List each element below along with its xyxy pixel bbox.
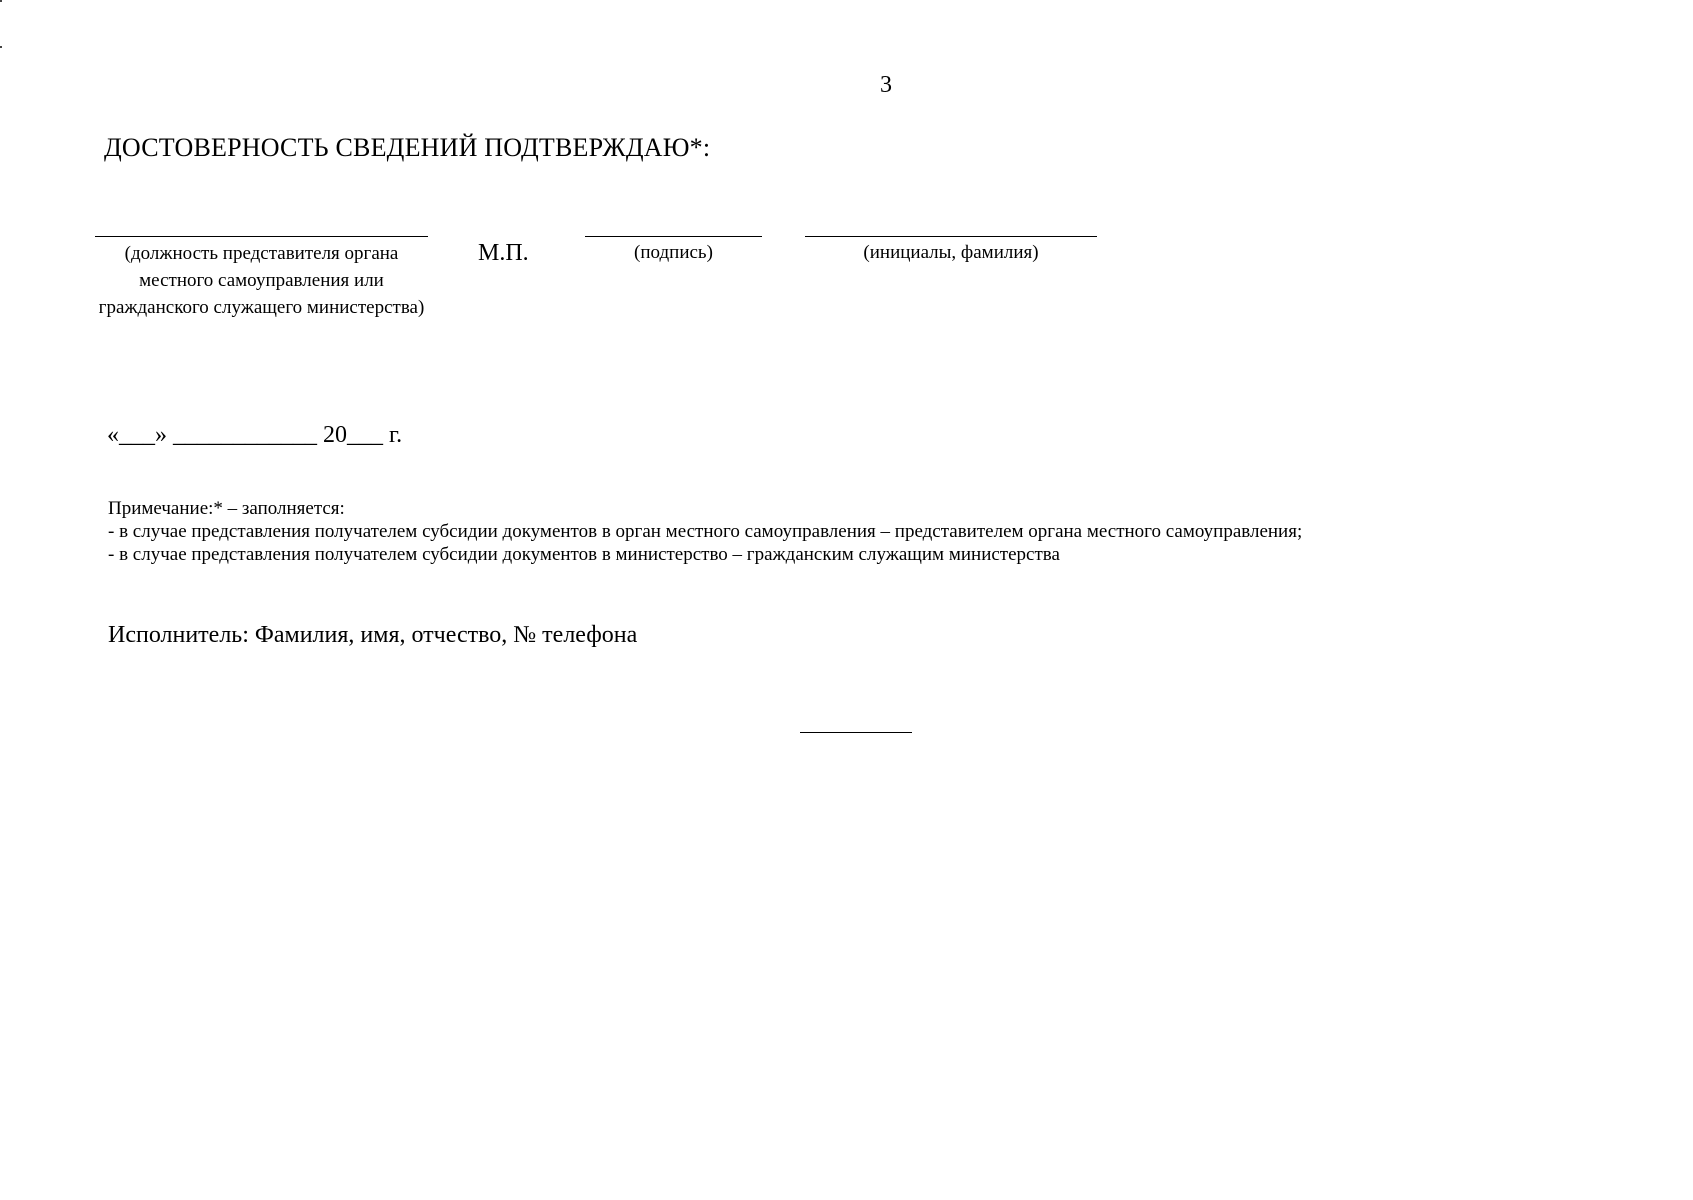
executor-line: Исполнитель: Фамилия, имя, отчество, № телефона (108, 622, 638, 648)
scan-artifact (0, 46, 2, 48)
scan-artifact (0, 0, 2, 2)
end-separator-line (800, 732, 912, 733)
confirmation-heading: ДОСТОВЕРНОСТЬ СВЕДЕНИЙ ПОДТВЕРЖДАЮ*: (104, 133, 711, 162)
stamp-place-label: М.П. (478, 240, 529, 266)
signature-caption: (подпись) (634, 242, 713, 263)
note-title: Примечание:* – заполняется: (108, 498, 345, 519)
note-item: - в случае представления получателем субсидии документов в орган местного самоуправления – представителем органа местного самоуправления; (108, 521, 1303, 542)
note-item: - в случае представления получателем субсидии документов в министерство – гражданским служащим министерства (108, 544, 1060, 565)
date-line: «___» ____________ 20___ г. (107, 422, 403, 448)
initials-blank-line (805, 236, 1097, 237)
initials-caption: (инициалы, фамилия) (863, 242, 1039, 263)
page-number: 3 (880, 72, 892, 98)
position-caption: (должность представителя органа местного самоуправления или гражданского служащего министерства) (98, 243, 425, 318)
note-block (108, 497, 1302, 566)
position-blank-line (95, 236, 428, 237)
signature-blank-line (585, 236, 762, 237)
